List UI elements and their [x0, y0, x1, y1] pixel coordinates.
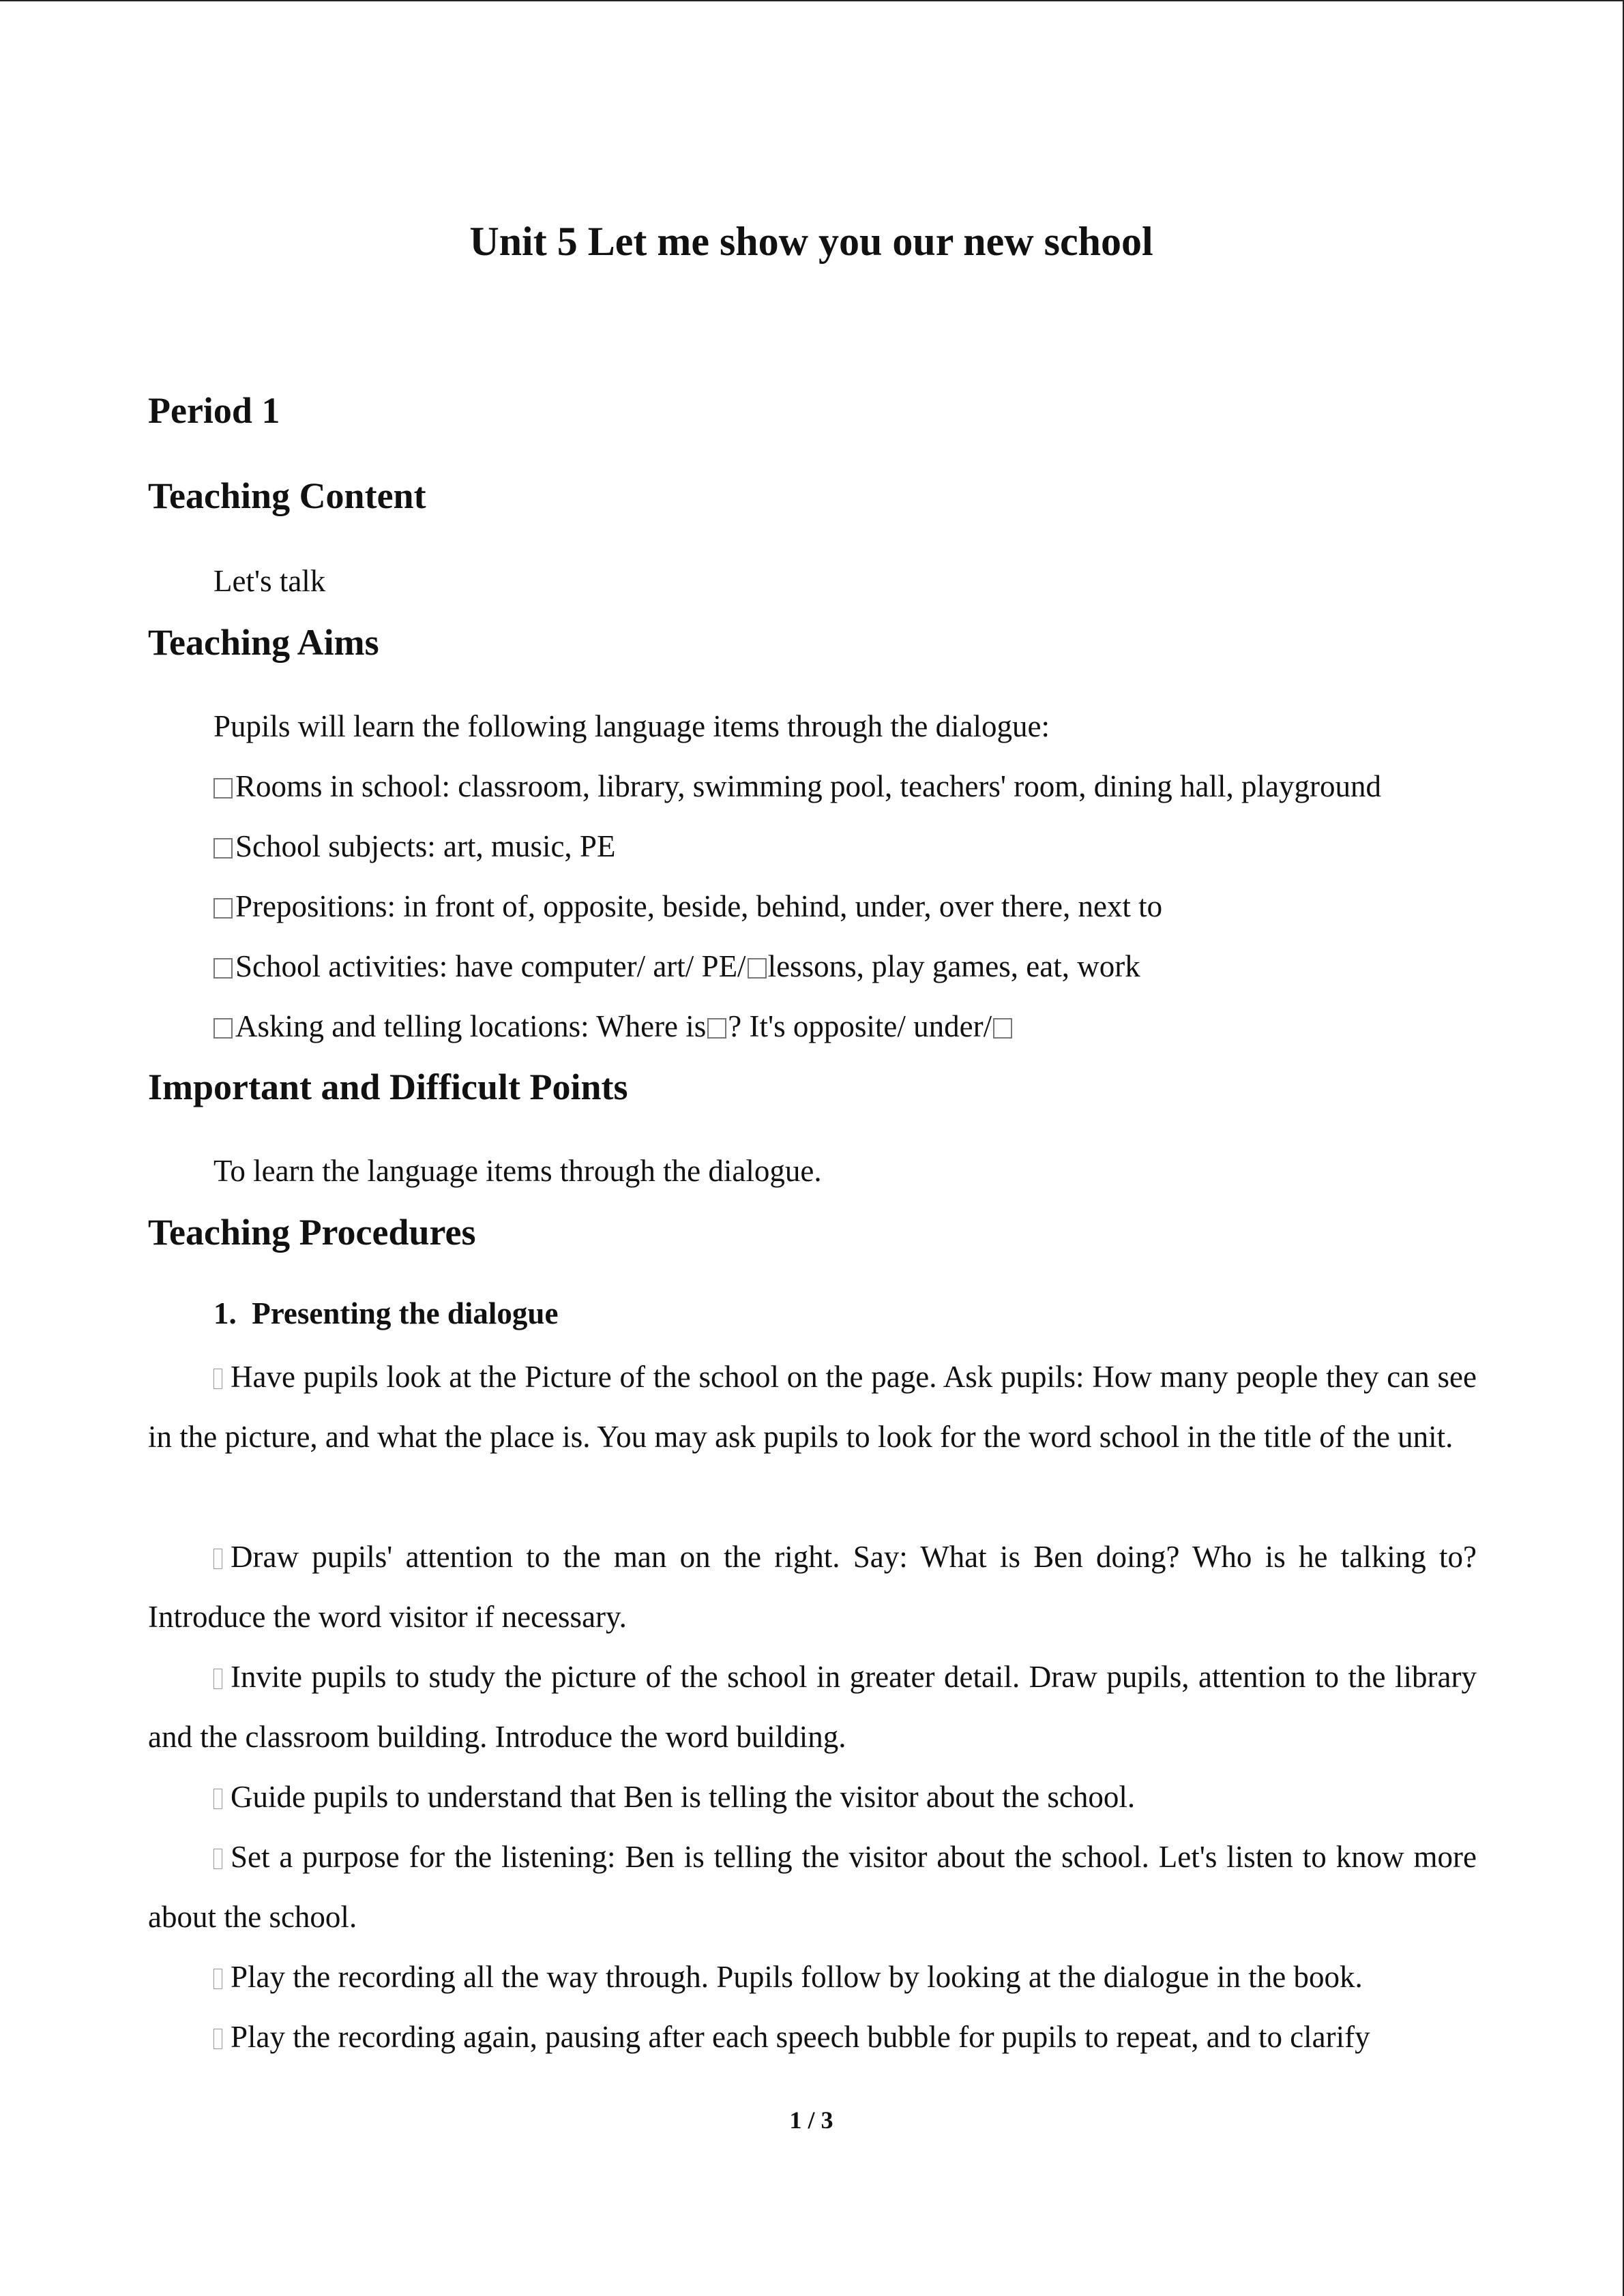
procedure-paragraph: Play the recording again, pausing after each speech bubble for pupils to repeat, and to clarify [148, 2007, 1477, 2067]
step-number: 1. [213, 1296, 237, 1330]
aim-item: Prepositions: in front of, opposite, beside, behind, under, over there, next to [213, 886, 1162, 927]
procedure-paragraph: Play the recording all the way through. Pupils follow by looking at the dialogue in the book. [148, 1947, 1477, 2007]
bullet-box-icon [213, 1969, 222, 1989]
teaching-aims-intro: Pupils will learn the following language items through the dialogue: [213, 709, 1050, 743]
teaching-content-heading: Teaching Content [148, 475, 426, 516]
bullet-box-icon [213, 1549, 222, 1569]
bullet-box-icon [213, 1849, 222, 1869]
period-heading: Period 1 [148, 390, 280, 431]
bullet-box-icon [213, 898, 233, 919]
page-title: Unit 5 Let me show you our new school [469, 219, 1153, 264]
page-number: 1 / 3 [789, 2106, 833, 2134]
bullet-box-icon [213, 1669, 222, 1689]
placeholder-box-icon [707, 1018, 726, 1039]
placeholder-box-icon [748, 958, 767, 979]
important-points-text: To learn the language items through the dialogue. [213, 1154, 822, 1188]
aim-item: Asking and telling locations: Where is ? It's opposite/ under/ [213, 1006, 1014, 1047]
aim-item: School activities: have computer/ art/ PE/ lessons, play games, eat, work [213, 946, 1140, 987]
procedure-paragraph: Have pupils look at the Picture of the school on the page. Ask pupils: How many people they can see in the picture, and what the place is. You may ask pupils to look for the word school in the title of the unit. [148, 1360, 1477, 1454]
teaching-aims-heading: Teaching Aims [148, 622, 379, 663]
procedure-paragraph: Draw pupils' attention to the man on the right. Say: What is Ben doing? Who is he talking to? Introduce the word visitor if necessary. [148, 1540, 1477, 1634]
teaching-procedures-heading: Teaching Procedures [148, 1212, 476, 1253]
bullet-box-icon [213, 1789, 222, 1809]
placeholder-box-icon [993, 1018, 1012, 1039]
bullet-box-icon [213, 778, 233, 799]
aim-item: Rooms in school: classroom, library, swimming pool, teachers' room, dining hall, playground [213, 766, 1381, 807]
procedure-paragraph: Invite pupils to study the picture of the school in greater detail. Draw pupils, attention to the library and the classroom building. Introduce the word building. [148, 1660, 1477, 1754]
important-points-heading: Important and Difficult Points [148, 1067, 628, 1107]
step-title: Presenting the dialogue [252, 1296, 559, 1330]
procedure-paragraph: Set a purpose for the listening: Ben is telling the visitor about the school. Let's listen to know more about the school. [148, 1840, 1477, 1934]
bullet-box-icon [213, 1369, 222, 1389]
step-heading [213, 1293, 558, 1334]
bullet-box-icon [213, 838, 233, 859]
teaching-content-text: Let's talk [213, 564, 326, 598]
bullet-box-icon [213, 958, 233, 979]
bullet-box-icon [213, 2029, 222, 2049]
procedure-paragraph: Guide pupils to understand that Ben is telling the visitor about the school. [148, 1767, 1477, 1827]
aim-item: School subjects: art, music, PE [213, 826, 615, 867]
bullet-box-icon [213, 1018, 233, 1039]
